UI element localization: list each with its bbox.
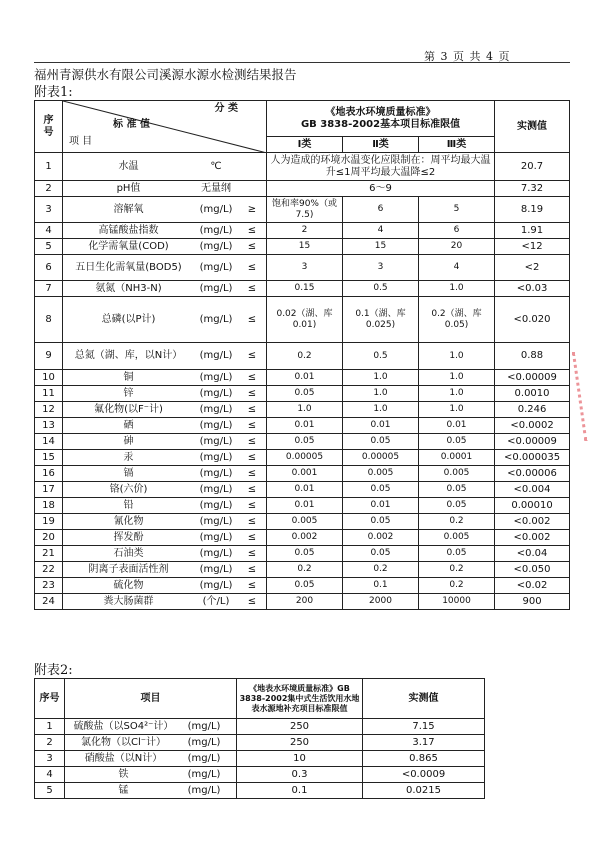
limit-class3: 0.05 — [419, 434, 495, 450]
t1-row — [35, 562, 570, 578]
limit-class2: 0.5 — [343, 281, 419, 297]
item-cell — [63, 514, 267, 530]
item-operator: ≤ — [247, 313, 257, 325]
limit-class1: 3 — [267, 255, 343, 281]
row-number: 21 — [35, 546, 63, 562]
t1-header-seq: 序 号 — [35, 101, 63, 153]
measured-value: 20.7 — [495, 153, 570, 181]
row-number: 5 — [35, 239, 63, 255]
item-operator: ≤ — [247, 547, 257, 559]
limit-class3: 10000 — [419, 594, 495, 610]
item-unit: (mg/L) — [187, 784, 221, 796]
limit-class2: 0.05 — [343, 514, 419, 530]
item-name: 镉 — [123, 467, 134, 479]
t1-standard-sub: GB 3838-2002基本项目标准限值 — [300, 118, 461, 130]
limit-class1: 200 — [267, 594, 343, 610]
report-title: 福州青源供水有限公司溪源水源水检测结果报告 — [34, 67, 297, 82]
item-unit: (mg/L) — [199, 547, 233, 559]
t1-row — [35, 223, 570, 239]
item-operator: ≤ — [247, 224, 257, 236]
t1-row — [35, 386, 570, 402]
t2-row — [35, 767, 485, 783]
item-operator: ≤ — [247, 499, 257, 511]
row-number: 8 — [35, 297, 63, 343]
limit-class2: 3 — [343, 255, 419, 281]
measured-value: <0.002 — [495, 530, 570, 546]
t1-standard-title: 《地表水环境质量标准》 — [325, 107, 436, 118]
t1-row — [35, 434, 570, 450]
limit-class1: 饱和率90%（或7.5) — [267, 197, 343, 223]
item-operator: ≤ — [247, 350, 257, 362]
limit-class3: 0.005 — [419, 466, 495, 482]
item-name: 铬(六价) — [109, 483, 148, 495]
item-unit: (mg/L) — [199, 531, 233, 543]
t2-header-standard: 《地表水环境质量标准》GB 3838-2002集中式生活饮用水地表水源地补充项目标准限值 — [237, 679, 363, 719]
item-name: 铅 — [123, 499, 134, 511]
row-number: 18 — [35, 498, 63, 514]
item-name: 挥发酚 — [113, 531, 144, 543]
item-operator: ≤ — [247, 435, 257, 447]
item-name: 硝酸盐（以N计） — [84, 752, 163, 764]
measured-value: <0.020 — [495, 297, 570, 343]
limit-class3: 1.0 — [419, 281, 495, 297]
t1-header-category: 分 类 — [214, 103, 238, 114]
measured-value: 3.17 — [363, 735, 485, 751]
item-name: 氟化物(以F⁻计) — [94, 403, 163, 415]
t1-row — [35, 450, 570, 466]
item-operator: ≤ — [247, 387, 257, 399]
row-number: 12 — [35, 402, 63, 418]
t1-header-item: 项 目 — [69, 136, 93, 147]
measured-value: 900 — [495, 594, 570, 610]
t1-row — [35, 255, 570, 281]
item-unit: (mg/L) — [187, 752, 221, 764]
item-unit: (mg/L) — [199, 451, 233, 463]
t2-row — [35, 783, 485, 799]
item-name: 氨氮（NH3-N) — [95, 282, 162, 294]
t1-header-measured: 实测值 — [495, 101, 570, 153]
limit-class2: 6 — [343, 197, 419, 223]
t1-row — [35, 281, 570, 297]
limit-class3: 5 — [419, 197, 495, 223]
item-cell — [63, 153, 267, 181]
item-cell — [63, 450, 267, 466]
t1-row — [35, 530, 570, 546]
limit-class3: 0.01 — [419, 418, 495, 434]
item-name: 化学需氧量(COD) — [88, 240, 169, 252]
item-unit: (mg/L) — [199, 282, 233, 294]
t1-row — [35, 578, 570, 594]
header-divider — [34, 62, 570, 63]
item-cell — [63, 181, 267, 197]
limit-class1: 0.01 — [267, 498, 343, 514]
measured-value: 7.15 — [363, 719, 485, 735]
measured-value: 7.32 — [495, 181, 570, 197]
item-cell — [63, 239, 267, 255]
limit-merged: 6～9 — [267, 181, 495, 197]
measured-value: <0.03 — [495, 281, 570, 297]
t1-row — [35, 197, 570, 223]
item-cell — [63, 402, 267, 418]
row-number: 14 — [35, 434, 63, 450]
item-unit: 无量纲 — [201, 182, 231, 194]
row-number: 3 — [35, 197, 63, 223]
limit-class1: 0.2 — [267, 562, 343, 578]
limit-value: 10 — [237, 751, 363, 767]
item-name: 水温 — [118, 160, 139, 172]
item-unit: (mg/L) — [199, 515, 233, 527]
item-cell — [63, 498, 267, 514]
limit-value: 0.3 — [237, 767, 363, 783]
item-unit: (mg/L) — [187, 736, 221, 748]
row-number: 23 — [35, 578, 63, 594]
measured-value: 0.88 — [495, 343, 570, 370]
limit-class3: 0.2 — [419, 562, 495, 578]
item-operator: ≤ — [247, 531, 257, 543]
limit-class1: 0.02（湖、库0.01) — [267, 297, 343, 343]
limit-class3: 0.2 — [419, 578, 495, 594]
t1-row — [35, 514, 570, 530]
item-name: 总磷(以P计) — [101, 313, 156, 325]
item-cell — [63, 530, 267, 546]
t2-row — [35, 719, 485, 735]
measured-value: <0.00006 — [495, 466, 570, 482]
measured-value: <12 — [495, 239, 570, 255]
t1-header-class3: Ⅲ类 — [419, 137, 495, 153]
measured-value: 0.0215 — [363, 783, 485, 799]
limit-merged: 人为造成的环境水温变化应限制在：周平均最大温升≤1周平均最大温降≤2 — [267, 153, 495, 181]
measured-value: <0.04 — [495, 546, 570, 562]
limit-class3: 0.2 — [419, 514, 495, 530]
item-name: 硫酸盐（以SO4²⁻计） — [73, 720, 174, 732]
item-name: 溶解氧 — [113, 203, 144, 215]
limit-class2: 0.05 — [343, 546, 419, 562]
t1-row — [35, 418, 570, 434]
limit-class1: 0.01 — [267, 370, 343, 386]
row-number: 16 — [35, 466, 63, 482]
t1-row — [35, 343, 570, 370]
limit-class3: 1.0 — [419, 402, 495, 418]
measured-value: 1.91 — [495, 223, 570, 239]
item-cell — [63, 546, 267, 562]
item-cell — [63, 255, 267, 281]
t1-row — [35, 466, 570, 482]
t1-row — [35, 239, 570, 255]
limit-class3: 0.2（湖、库0.05) — [419, 297, 495, 343]
t1-header-diagonal — [63, 101, 267, 153]
limit-class1: 0.05 — [267, 434, 343, 450]
limit-class1: 0.2 — [267, 343, 343, 370]
limit-class2: 15 — [343, 239, 419, 255]
limit-class3: 0.05 — [419, 546, 495, 562]
limit-class1: 15 — [267, 239, 343, 255]
limit-class1: 2 — [267, 223, 343, 239]
item-operator: ≤ — [247, 371, 257, 383]
item-operator: ≤ — [247, 419, 257, 431]
item-name: pH值 — [116, 182, 141, 194]
limit-class2: 0.002 — [343, 530, 419, 546]
row-number: 6 — [35, 255, 63, 281]
limit-class3: 1.0 — [419, 343, 495, 370]
item-cell — [63, 434, 267, 450]
limit-class1: 0.005 — [267, 514, 343, 530]
row-number: 22 — [35, 562, 63, 578]
limit-class2: 0.00005 — [343, 450, 419, 466]
item-operator: ≥ — [247, 203, 257, 215]
item-cell — [63, 197, 267, 223]
row-number: 4 — [35, 223, 63, 239]
item-cell — [65, 735, 237, 751]
measured-value: <0.004 — [495, 482, 570, 498]
item-cell — [63, 466, 267, 482]
t2-row — [35, 751, 485, 767]
table2-caption: 附表2: — [34, 663, 73, 678]
item-unit: (mg/L) — [199, 483, 233, 495]
measured-value: 0.0010 — [495, 386, 570, 402]
limit-class1: 0.15 — [267, 281, 343, 297]
item-cell — [63, 370, 267, 386]
limit-class2: 1.0 — [343, 402, 419, 418]
t1-row — [35, 482, 570, 498]
limit-class2: 0.2 — [343, 562, 419, 578]
item-name: 铁 — [118, 768, 129, 780]
t1-header-standard — [267, 101, 495, 137]
item-name: 氰化物 — [113, 515, 144, 527]
item-name: 五日生化需氧量(BOD5) — [75, 261, 182, 273]
item-operator: ≤ — [247, 483, 257, 495]
limit-class2: 0.1 — [343, 578, 419, 594]
t1-row — [35, 370, 570, 386]
item-unit: (mg/L) — [199, 579, 233, 591]
measured-value: 0.00010 — [495, 498, 570, 514]
measured-value: 8.19 — [495, 197, 570, 223]
limit-class3: 0.05 — [419, 498, 495, 514]
limit-class2: 2000 — [343, 594, 419, 610]
measured-value: <0.000035 — [495, 450, 570, 466]
item-cell — [63, 578, 267, 594]
item-name: 粪大肠菌群 — [103, 595, 154, 607]
limit-class2: 1.0 — [343, 386, 419, 402]
item-name: 汞 — [123, 451, 134, 463]
item-cell — [65, 719, 237, 735]
row-number: 15 — [35, 450, 63, 466]
item-unit: (mg/L) — [199, 313, 233, 325]
item-name: 石油类 — [113, 547, 144, 559]
item-name: 砷 — [123, 435, 134, 447]
limit-class1: 0.05 — [267, 578, 343, 594]
measured-value: <0.050 — [495, 562, 570, 578]
measured-value: <0.002 — [495, 514, 570, 530]
item-operator: ≤ — [247, 261, 257, 273]
item-cell — [63, 482, 267, 498]
item-operator: ≤ — [247, 403, 257, 415]
limit-class3: 4 — [419, 255, 495, 281]
page-number: 第 3 页 共 4 页 — [424, 50, 511, 63]
item-name: 总氮（湖、库，以N计） — [74, 350, 183, 362]
item-unit: (个/L) — [202, 595, 230, 607]
limit-class3: 0.05 — [419, 482, 495, 498]
row-number: 7 — [35, 281, 63, 297]
item-cell — [63, 223, 267, 239]
item-operator: ≤ — [247, 240, 257, 252]
limit-class2: 1.0 — [343, 370, 419, 386]
t1-row — [35, 546, 570, 562]
item-cell — [63, 594, 267, 610]
limit-class2: 4 — [343, 223, 419, 239]
item-name: 锰 — [118, 784, 129, 796]
measured-value: <0.00009 — [495, 370, 570, 386]
limit-class3: 0.0001 — [419, 450, 495, 466]
item-operator: ≤ — [247, 563, 257, 575]
limit-class3: 6 — [419, 223, 495, 239]
red-seal-fragment — [572, 349, 600, 442]
limit-class1: 1.0 — [267, 402, 343, 418]
item-name: 阴离子表面活性剂 — [88, 563, 169, 575]
row-number: 1 — [35, 153, 63, 181]
item-cell — [65, 767, 237, 783]
t1-header-class2: Ⅱ类 — [343, 137, 419, 153]
row-number: 17 — [35, 482, 63, 498]
measured-value: <0.02 — [495, 578, 570, 594]
row-number: 24 — [35, 594, 63, 610]
table1-caption: 附表1: — [34, 85, 73, 100]
t1-header-standard-value: 标 准 值 — [113, 119, 150, 130]
row-number: 10 — [35, 370, 63, 386]
limit-value: 250 — [237, 719, 363, 735]
row-number: 13 — [35, 418, 63, 434]
item-name: 锌 — [123, 387, 134, 399]
table2 — [34, 678, 485, 799]
item-cell — [65, 751, 237, 767]
measured-value: <2 — [495, 255, 570, 281]
item-unit: (mg/L) — [199, 419, 233, 431]
t2-header-seq: 序号 — [35, 679, 65, 719]
limit-class3: 20 — [419, 239, 495, 255]
item-unit: (mg/L) — [199, 240, 233, 252]
item-operator: ≤ — [247, 515, 257, 527]
limit-class2: 0.005 — [343, 466, 419, 482]
item-operator: ≤ — [247, 467, 257, 479]
item-name: 硫化物 — [113, 579, 144, 591]
item-unit: (mg/L) — [199, 224, 233, 236]
limit-class3: 0.005 — [419, 530, 495, 546]
item-unit: (mg/L) — [199, 499, 233, 511]
item-unit: (mg/L) — [187, 720, 221, 732]
item-unit: (mg/L) — [199, 350, 233, 362]
item-cell — [63, 562, 267, 578]
item-unit: (mg/L) — [199, 203, 233, 215]
item-cell — [63, 386, 267, 402]
limit-class2: 0.5 — [343, 343, 419, 370]
measured-value: <0.0009 — [363, 767, 485, 783]
t1-row — [35, 153, 570, 181]
item-name: 铜 — [123, 371, 134, 383]
item-operator: ≤ — [247, 451, 257, 463]
item-unit: (mg/L) — [199, 261, 233, 273]
limit-class2: 0.1（湖、库0.025) — [343, 297, 419, 343]
t1-row — [35, 498, 570, 514]
t1-row — [35, 594, 570, 610]
table1 — [34, 100, 570, 610]
row-number: 20 — [35, 530, 63, 546]
limit-class1: 0.01 — [267, 418, 343, 434]
t1-row — [35, 297, 570, 343]
t2-row — [35, 735, 485, 751]
item-unit: (mg/L) — [199, 403, 233, 415]
limit-class3: 1.0 — [419, 386, 495, 402]
limit-class1: 0.05 — [267, 546, 343, 562]
item-unit: (mg/L) — [199, 371, 233, 383]
row-number: 2 — [35, 735, 65, 751]
row-number: 11 — [35, 386, 63, 402]
limit-class3: 1.0 — [419, 370, 495, 386]
item-name: 硒 — [123, 419, 134, 431]
limit-class1: 0.01 — [267, 482, 343, 498]
row-number: 9 — [35, 343, 63, 370]
measured-value: 0.246 — [495, 402, 570, 418]
row-number: 1 — [35, 719, 65, 735]
item-operator: ≤ — [247, 282, 257, 294]
item-name: 高锰酸盐指数 — [98, 224, 159, 236]
measured-value: <0.00009 — [495, 434, 570, 450]
item-unit: (mg/L) — [187, 768, 221, 780]
item-cell — [63, 297, 267, 343]
item-cell — [63, 281, 267, 297]
item-unit: (mg/L) — [199, 563, 233, 575]
limit-class1: 0.002 — [267, 530, 343, 546]
item-name: 氯化物（以Cl⁻计） — [80, 736, 167, 748]
measured-value: <0.0002 — [495, 418, 570, 434]
item-unit: (mg/L) — [199, 467, 233, 479]
measured-value: 0.865 — [363, 751, 485, 767]
limit-class2: 0.05 — [343, 482, 419, 498]
limit-class2: 0.01 — [343, 418, 419, 434]
row-number: 3 — [35, 751, 65, 767]
limit-class1: 0.001 — [267, 466, 343, 482]
t2-header-item: 项目 — [65, 679, 237, 719]
item-operator: ≤ — [247, 579, 257, 591]
item-unit: (mg/L) — [199, 435, 233, 447]
row-number: 2 — [35, 181, 63, 197]
limit-class1: 0.05 — [267, 386, 343, 402]
item-cell — [65, 783, 237, 799]
t1-header-class1: Ⅰ类 — [267, 137, 343, 153]
limit-class2: 0.01 — [343, 498, 419, 514]
limit-class1: 0.00005 — [267, 450, 343, 466]
t2-header-measured: 实测值 — [363, 679, 485, 719]
t1-row — [35, 181, 570, 197]
limit-value: 0.1 — [237, 783, 363, 799]
limit-class2: 0.05 — [343, 434, 419, 450]
item-unit: ℃ — [210, 160, 222, 172]
row-number: 4 — [35, 767, 65, 783]
t1-row — [35, 402, 570, 418]
item-cell — [63, 418, 267, 434]
item-operator: ≤ — [247, 595, 257, 607]
item-cell — [63, 343, 267, 370]
row-number: 5 — [35, 783, 65, 799]
limit-value: 250 — [237, 735, 363, 751]
item-unit: (mg/L) — [199, 387, 233, 399]
row-number: 19 — [35, 514, 63, 530]
